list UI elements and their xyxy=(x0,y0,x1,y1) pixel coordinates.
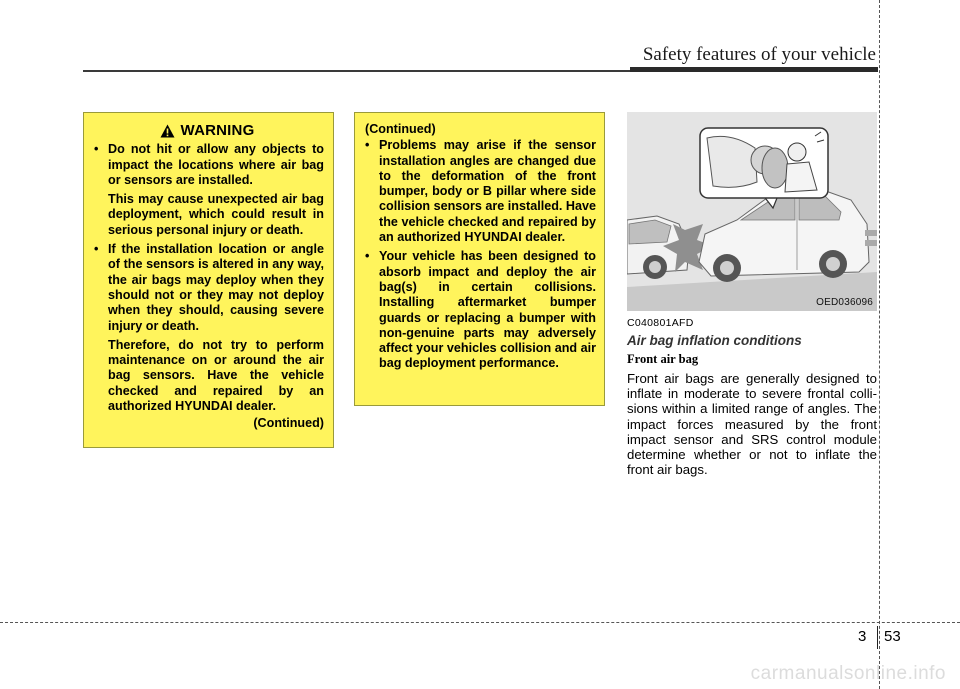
warning-item-text: If the installation location or angle of the sensors is altered in any way, the air bags may deploy when they should not or they may not deploy when they should, causing severe injury or death. xyxy=(108,242,324,333)
continued-label: (Continued) xyxy=(253,416,324,431)
warning-paragraph: This may cause unexpected air bag deployment, which could result in serious personal injury or death. xyxy=(108,192,324,237)
continued-label: (Continued) xyxy=(365,122,436,136)
warning-item xyxy=(94,242,324,334)
warning-item-text: Do not hit or allow any objects to impact the locations where air bag or sensors are installed. xyxy=(108,142,324,187)
warning-heading xyxy=(90,123,324,138)
chapter-number: 3 xyxy=(858,628,867,645)
warning-paragraph: Therefore, do not try to perform maintenance on or around the air bag sensors. Have the vehicle checked and repaired by an authorized HYUNDAI dealer. xyxy=(108,337,324,414)
bullet: • xyxy=(94,142,99,157)
warning-title: WARNING xyxy=(180,122,255,139)
bullet: • xyxy=(94,242,99,257)
warning-triangle-icon xyxy=(160,124,175,138)
footer-guide-horizontal xyxy=(0,622,960,623)
watermark: carmanualsonline.info xyxy=(750,663,946,684)
page-number: 53 xyxy=(884,628,901,645)
warning-item xyxy=(365,138,596,245)
collision-illustration xyxy=(627,112,877,311)
section-column xyxy=(627,317,877,477)
bullet: • xyxy=(365,138,370,153)
car-collision-illustration xyxy=(627,112,877,311)
body-paragraph: Front air bags are generally designed to inflate in moderate to severe frontal colli-sions within a limited range of angles. The impact forces measured by the front impact sensor and SRS control module determine whether or not to inflate the front air bags. xyxy=(627,371,877,478)
bullet: • xyxy=(365,249,370,264)
header-title: Safety features of your vehicle xyxy=(642,44,876,65)
section-code: C040801AFD xyxy=(627,317,694,329)
section-title: Air bag inflation conditions xyxy=(627,333,802,348)
figure-code: OED036096 xyxy=(816,297,873,308)
warning-item xyxy=(94,142,324,188)
footer-guide-vertical xyxy=(879,0,880,689)
warning-box xyxy=(83,112,334,448)
warning-item-text: Problems may arise if the sensor installation angles are changed due to the deformation of the front bumper, body or B pillar where side collision sensors are installed. Have the vehicle checked and repaired by an authorized HYUNDAI dealer. xyxy=(379,138,596,245)
page-number-divider xyxy=(877,626,878,649)
warning-item xyxy=(365,249,596,371)
subheading: Front air bag xyxy=(627,352,699,366)
warning-item-text: Your vehicle has been designed to absorb impact and deploy the air bag(s) in certain collisions. Installing aftermarket bumper guards or replacing a bumper with non-genuine parts may adversely affect your vehicles collision and air bag deployment performance. xyxy=(379,249,596,371)
header-rule-accent xyxy=(630,67,878,72)
warning-continued-box xyxy=(354,112,605,406)
